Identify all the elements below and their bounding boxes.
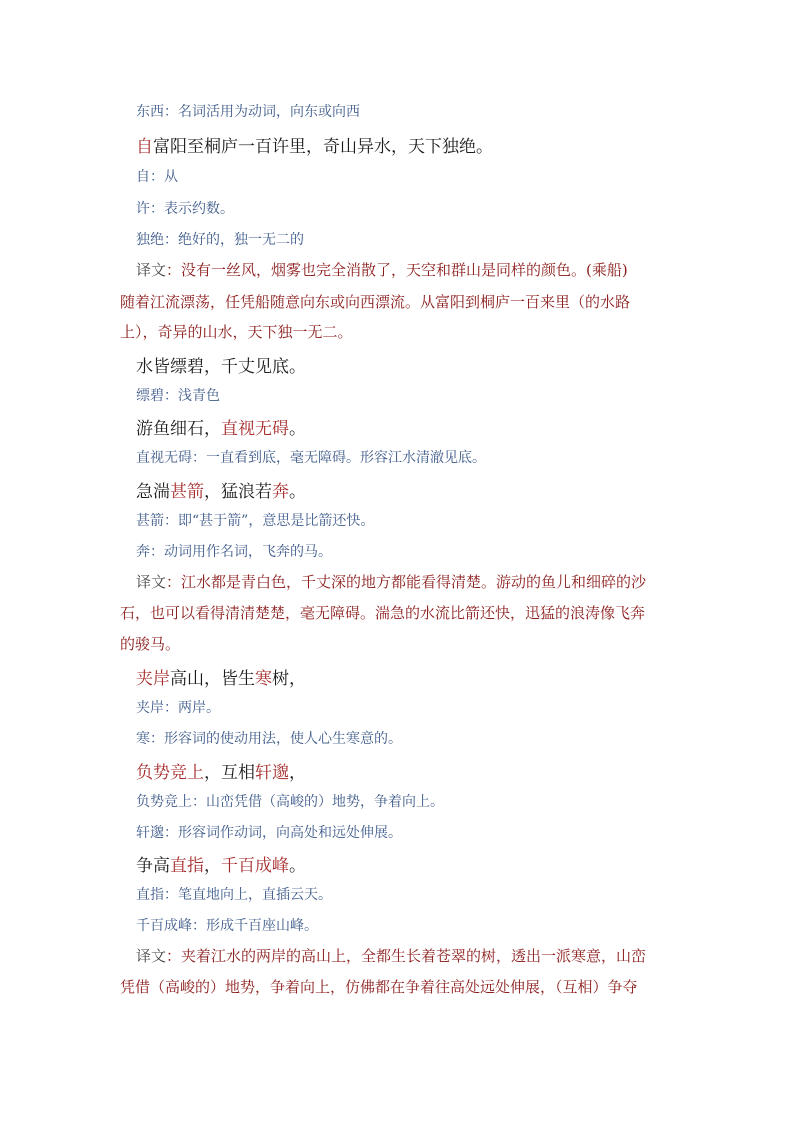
note-jiaan: 夹岸：两岸。 [136, 700, 220, 716]
source-text: 。 [289, 482, 306, 502]
source-text: 游鱼细石， [136, 419, 221, 439]
note-fushijingshang: 负势竞上：山峦凭借（高峻的）地势，争着向上。 [136, 794, 444, 810]
translation-1-line-1 [136, 259, 628, 280]
note-zhizhi: 直指：笔直地向上，直插云天。 [136, 887, 332, 903]
source-text: ， [289, 763, 306, 783]
translation-label: 译文 [136, 261, 167, 279]
source-text: ， [204, 856, 221, 876]
source-line-5 [136, 664, 306, 689]
source-line-7 [136, 851, 306, 876]
source-text: 富阳至桐庐一百许里，奇山异水，天下独绝。 [153, 137, 493, 157]
translation-2-line-1 [136, 571, 646, 592]
source-line-1 [136, 132, 493, 157]
translation-text: ：没有一丝风，烟雾也完全消散了，天空和群山是同样的颜色。(乘船) [166, 261, 628, 279]
translation-label: 译文 [136, 573, 167, 591]
translation-1-line-3: 上），奇异的山水，天下独一无二。 [120, 323, 353, 341]
translation-3-line-2: 凭借（高峻的）地势，争着向上，仿佛都在争着往高处远处伸展，（互相）争夺 [120, 978, 638, 996]
translation-2-line-3: 的骏马。 [120, 635, 181, 653]
note-qianbaichengfeng: 千百成峰：形成千百座山峰。 [136, 918, 318, 934]
note-han: 寒：形容词的使动用法，使人心生寒意的。 [136, 731, 402, 747]
source-text: 。 [289, 856, 306, 876]
translation-1-line-2: 随着江流漂荡，任凭船随意向东或向西漂流。从富阳到桐庐一百来里（的水路 [120, 293, 631, 311]
source-word: 自 [136, 137, 153, 157]
note-piaobi: 缥碧：浅青色 [136, 388, 220, 404]
source-word: 夹岸 [136, 669, 170, 689]
note-ben: 奔：动词用作名词，飞奔的马。 [136, 544, 332, 560]
source-word: 甚箭 [170, 482, 204, 502]
note-zhishiwuai: 直视无碍：一直看到底，毫无障碍。形容江水清澈见底。 [136, 450, 486, 466]
source-text: 高山，皆生 [170, 669, 255, 689]
source-word: 奔 [272, 482, 289, 502]
source-text: ，互相 [204, 763, 255, 783]
source-word: 负势竞上 [136, 763, 204, 783]
source-line-6 [136, 758, 306, 783]
note-xu: 许：表示约数。 [136, 201, 234, 217]
translation-text: ：江水都是青白色，千丈深的地方都能看得清楚。游动的鱼儿和细碎的沙 [166, 573, 647, 591]
note-dongxi: 东西：名词活用为动词，向东或向西 [136, 104, 360, 120]
note-zi: 自：从 [136, 169, 178, 185]
source-word: 轩邈 [255, 763, 289, 783]
source-word: 千百成峰 [221, 856, 289, 876]
note-xuanmiao: 轩邈：形容词作动词，向高处和远处伸展。 [136, 825, 402, 841]
source-text: ，猛浪若 [204, 482, 272, 502]
source-line-4 [136, 477, 306, 502]
source-line-2: 水皆缥碧，千丈见底。 [136, 357, 306, 377]
source-text: 急湍 [136, 482, 170, 502]
source-text: 树， [272, 669, 306, 689]
source-line-3 [136, 414, 306, 439]
translation-3-line-1 [136, 945, 646, 966]
note-shenjian: 甚箭：即“甚于箭”，意思是比箭还快。 [136, 513, 375, 529]
translation-2-line-2: 石，也可以看得清清楚楚，毫无障碍。湍急的水流比箭还快，迅猛的浪涛像飞奔 [120, 604, 646, 622]
source-text: 争高 [136, 856, 170, 876]
translation-text: ：夹着江水的两岸的高山上，全都生长着苍翠的树，透出一派寒意，山峦 [166, 947, 647, 965]
source-word: 直视无碍 [221, 419, 289, 439]
source-word: 寒 [255, 669, 272, 689]
source-text: 。 [289, 419, 306, 439]
note-dujue: 独绝：绝好的，独一无二的 [136, 232, 304, 248]
source-word: 直指 [170, 856, 204, 876]
translation-label: 译文 [136, 947, 167, 965]
